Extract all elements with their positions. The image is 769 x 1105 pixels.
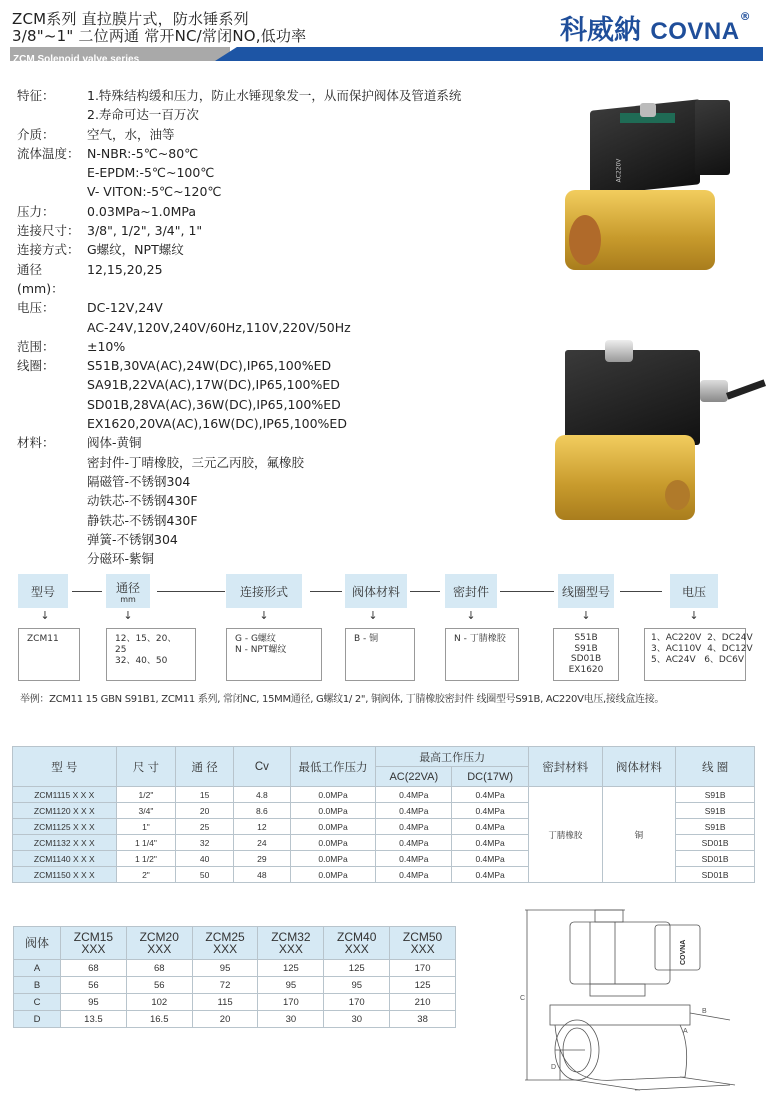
arrow-down-icon: ↓ (368, 609, 378, 622)
connector-line (410, 591, 440, 592)
col-body: 阀体材料 (602, 747, 676, 787)
spec-features: 特征： 1.特殊结构缓和压力，防止水锤现象发一，从而保护阀体及管道系统 2.寿命可达一百万次 (17, 88, 462, 123)
col-zcm32: ZCM32 XXX (258, 927, 324, 960)
col-zcm25: ZCM25 XXX (192, 927, 258, 960)
brand-en: COVNA (650, 18, 740, 45)
drawing-brand-label: COVNA (680, 939, 687, 965)
col-coil: 线 圈 (676, 747, 755, 787)
options-connection: G - G螺纹 N - NPT螺纹 (226, 628, 322, 681)
order-step-seal: 密封件 (445, 574, 497, 608)
port-opening (569, 215, 601, 265)
col-dc: DC(17W) (452, 767, 529, 787)
series-en-label: ZCM Solenoid valve series (13, 54, 140, 65)
top-nut (640, 103, 656, 117)
table-row: B 56 56 72 95 95 125 (14, 977, 456, 994)
arrow-down-icon: ↓ (581, 609, 591, 622)
col-cv: Cv (234, 747, 291, 787)
spec-range: 范围： ±10% (17, 338, 126, 354)
spec-connection-type: 连接方式： G螺纹，NPT螺纹 (17, 242, 184, 258)
col-max-pressure: 最高工作压力 (376, 747, 529, 767)
dimension-table (13, 926, 456, 1028)
spec-coil: 线圈： S51B,30VA(AC),24W(DC),IP65,100%ED SA91B,22VA(AC),17W(DC),IP65,100%ED SD01B,28VA(AC),36W(DC),IP65,100%ED EX1620,20VA(AC),16W(DC),IP65,100%ED (17, 358, 347, 432)
connector-line (620, 591, 662, 592)
col-zcm20: ZCM20 XXX (126, 927, 192, 960)
col-bore: 通 径 (176, 747, 234, 787)
connector-line (310, 591, 342, 592)
col-model: 型 号 (13, 747, 117, 787)
spec-connection-size: 连接尺寸： 3/8", 1/2", 3/4", 1" (17, 223, 203, 239)
col-zcm15: ZCM15 XXX (61, 927, 127, 960)
order-step-connection: 连接形式 (226, 574, 302, 608)
body-material-value: 铜 (602, 787, 676, 883)
spec-medium: 介质： 空气，水，油等 (17, 126, 175, 142)
connector-line (157, 591, 225, 592)
registered-mark: ® (739, 10, 751, 23)
top-nut (605, 340, 633, 362)
col-zcm50: ZCM50 XXX (390, 927, 456, 960)
series-bar (10, 47, 230, 65)
dimension-drawing (515, 905, 745, 1100)
dim-label-d: D (551, 1064, 557, 1071)
options-coil: S51B S91B SD01B EX1620 (553, 628, 619, 681)
dim-label-b: B (702, 1008, 707, 1015)
spec-voltage: 电压： DC-12V,24V AC-24V,120V,240V/60Hz,110V,220V/50Hz (17, 300, 351, 335)
spec-list (17, 86, 461, 568)
cable (726, 379, 766, 399)
order-step-voltage: 电压 (670, 574, 718, 608)
connector-line (500, 591, 554, 592)
coil-voltage-label: AC220V (615, 158, 623, 183)
order-step-model: 型号 (18, 574, 68, 608)
dim-label-c: C (520, 995, 526, 1002)
arrow-down-icon: ↓ (40, 609, 50, 622)
options-model: ZCM11 (18, 628, 80, 681)
dim-label-a: A (683, 1028, 688, 1035)
col-size: 尺 寸 (116, 747, 176, 787)
col-seal: 密封材料 (529, 747, 603, 787)
brand-logo (560, 8, 751, 47)
table-row: C 95 102 115 170 170 210 (14, 994, 456, 1011)
col-ac: AC(22VA) (376, 767, 452, 787)
arrow-down-icon: ↓ (689, 609, 699, 622)
order-step-coil: 线圈型号 (558, 574, 614, 608)
options-voltage: 1、AC220V 2、DC24V 3、AC110V 4、DC12V 5、AC24V 6、DC6V (644, 628, 746, 681)
arrow-down-icon: ↓ (466, 609, 476, 622)
table-row: ZCM1132 X X X 1 1/4" 32 24 0.0MPa 0.4MPa 0.4MPa SD01B (13, 835, 755, 851)
cable-gland (700, 380, 728, 402)
table-row: D 13.5 16.5 20 30 30 38 (14, 1011, 456, 1028)
title-line-2: 3/8"~1" 二位两通 常开NC/常闭NO,低功率 (12, 27, 307, 45)
product-photo-cable (550, 330, 765, 530)
blue-banner (215, 47, 763, 61)
table-row: A 68 68 95 125 125 170 (14, 960, 456, 977)
coil-body (565, 350, 700, 445)
col-min-pressure: 最低工作压力 (290, 747, 376, 787)
spec-bore: 通径(mm)： 12,15,20,25 (17, 261, 163, 296)
table-row: ZCM1125 X X X 1" 25 12 0.0MPa 0.4MPa 0.4MPa S91B (13, 819, 755, 835)
spec-materials: 材料： 阀体-黄铜 密封件-丁晴橡胶，三元乙丙胶，氟橡胶 隔磁管-不锈钢304 动铁芯-不锈钢430F 静铁芯-不锈钢430F 弹簧-不锈钢304 分磁环-紫铜 (17, 435, 305, 567)
spec-fluid-temp: 流体温度： N-NBR:-5℃~80℃ E-EPDM:-5℃~100℃ V- VITON:-5℃~120℃ (17, 145, 222, 200)
brand-cn: 科威納 (560, 15, 641, 46)
port-opening (665, 480, 690, 510)
table-row: ZCM1140 X X X 1 1/2" 40 29 0.0MPa 0.4MPa 0.4MPa SD01B (13, 851, 755, 867)
connector-line (72, 591, 102, 592)
options-seal: N - 丁腈橡胶 (445, 628, 519, 681)
table-row: ZCM1150 X X X 2" 50 48 0.0MPa 0.4MPa 0.4MPa SD01B (13, 867, 755, 883)
title-line-1: ZCM系列 直拉膜片式，防水锤系列 (12, 10, 249, 28)
order-step-bore: 通径 mm (106, 574, 150, 608)
table-row: ZCM1120 X X X 3/4" 20 8.6 0.0MPa 0.4MPa 0.4MPa S91B (13, 803, 755, 819)
seal-material-value: 丁腈橡胶 (529, 787, 603, 883)
options-bore: 12、15、20、25 32、40、50 (106, 628, 196, 681)
arrow-down-icon: ↓ (259, 609, 269, 622)
col-zcm40: ZCM40 XXX (324, 927, 390, 960)
table-row: ZCM1115 X X X 1/2" 15 4.8 0.0MPa 0.4MPa 0.4MPa 丁腈橡胶 铜 S91B (13, 787, 755, 803)
order-example: 举例：ZCM11 15 GBN S91B1, ZCM11 系列, 常闭NC, 15MM通径, G螺纹1/ 2", 铜阀体, 丁腈橡胶密封件 线圈型号S91B, AC220V电压,接线盒连接。 (20, 694, 665, 705)
spec-table (12, 746, 755, 883)
product-photo-din-connector (555, 95, 755, 295)
options-body-material: B - 铜 (345, 628, 415, 681)
arrow-down-icon: ↓ (123, 609, 133, 622)
corner-header: 阀体 (14, 927, 61, 960)
order-step-body-material: 阀体材料 (345, 574, 407, 608)
din-connector (695, 100, 730, 175)
spec-pressure: 压力： 0.03MPa~1.0MPa (17, 203, 197, 219)
